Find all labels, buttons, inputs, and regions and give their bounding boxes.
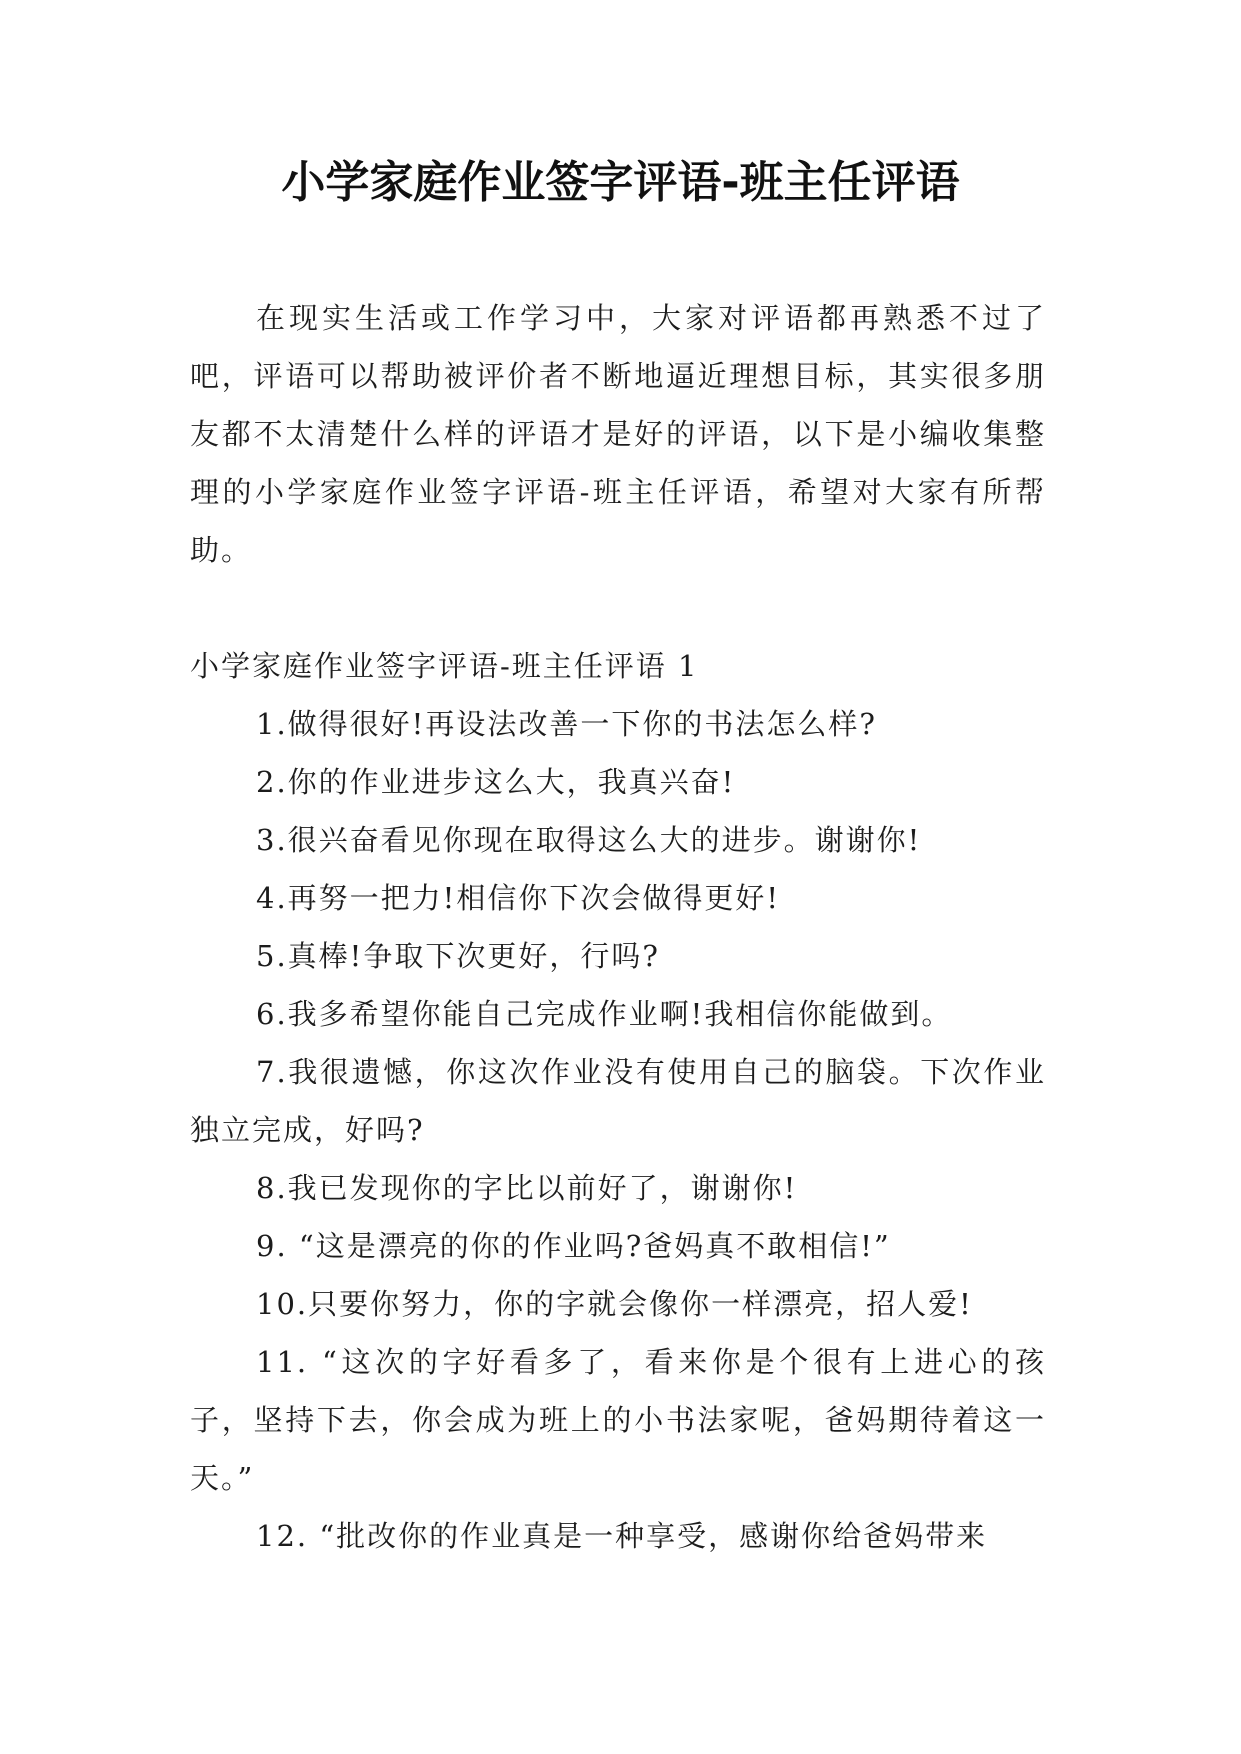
list-item: 6.我多希望你能自己完成作业啊!我相信你能做到。: [256, 997, 953, 1031]
section-heading: 小学家庭作业签字评语-班主任评语 1: [190, 649, 699, 683]
list-item: 11. “这次的字好看多了，看来你是个很有上进心的孩子，坚持下去，你会成为班上的小书法家呢，爸妈期待着这一天。”: [190, 1345, 1046, 1495]
list-item: 4.再努一把力!相信你下次会做得更好!: [256, 881, 780, 915]
intro-paragraph: 在现实生活或工作学习中，大家对评语都再熟悉不过了吧，评语可以帮助被评价者不断地逼近理想目标，其实很多朋友都不太清楚什么样的评语才是好的评语，以下是小编收集整理的小学家庭作业签字评语-班主任评语，希望对大家有所帮助。: [190, 301, 1046, 567]
list-item: 8.我已发现你的字比以前好了，谢谢你!: [256, 1171, 798, 1205]
list-item: 9. “这是漂亮的你的作业吗?爸妈真不敢相信!”: [256, 1229, 891, 1263]
list-item: 3.很兴奋看见你现在取得这么大的进步。谢谢你!: [256, 823, 922, 857]
list-item: 2.你的作业进步这么大，我真兴奋!: [256, 765, 736, 799]
list-item: 5.真棒!争取下次更好，行吗?: [256, 939, 660, 973]
page-title: 小学家庭作业签字评语-班主任评语: [281, 157, 960, 208]
list-item: 7.我很遗憾，你这次作业没有使用自己的脑袋。下次作业独立完成，好吗?: [190, 1055, 1046, 1147]
list-item: 10.只要你努力，你的字就会像你一样漂亮，招人爱!: [256, 1287, 973, 1321]
list-item: 12. “批改你的作业真是一种享受，感谢你给爸妈带来: [256, 1519, 988, 1553]
document-body: [190, 289, 1046, 1565]
list-item: 1.做得很好!再设法改善一下你的书法怎么样?: [256, 707, 877, 741]
